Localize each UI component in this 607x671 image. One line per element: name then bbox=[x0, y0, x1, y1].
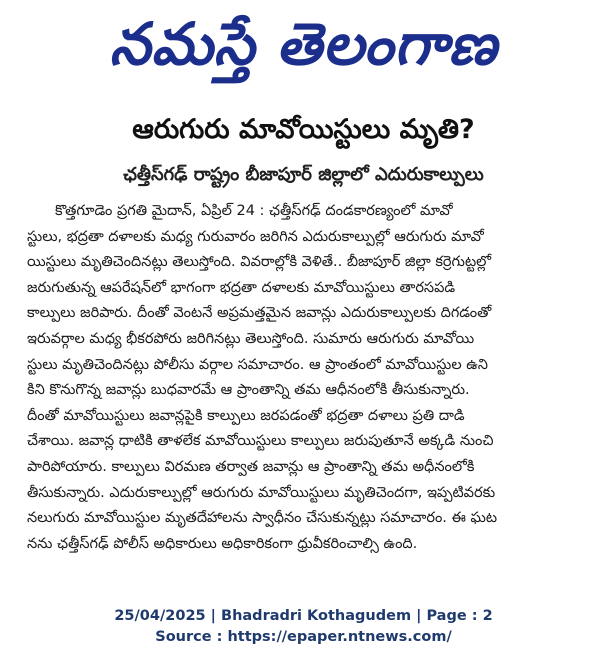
footer-source: Source : https://epaper.ntnews.com/ bbox=[155, 629, 452, 645]
article-line: దీంతో మావోయిస్టులు జవాన్లపైకి కాల్పులు జరపడంతో భద్రతా దళాలు ప్రతి దాడి bbox=[27, 407, 465, 424]
article-line: తీసుకున్నారు. ఎదురుకాల్పుల్లో ఆరుగురు మావోయిస్టులు మృతిచెందగా, ఇప్పటివరకు bbox=[27, 484, 496, 501]
article-line: కిని కొనుగొన్న జవాన్లు బుధవారమే ఆ ప్రాంతాన్ని తమ ఆధీనంలోకి తీసుకున్నారు. bbox=[27, 382, 470, 399]
footer-date-edition: 25/04/2025 | Bhadradri Kothagudem | Page : 2 bbox=[114, 608, 493, 624]
article-subheadline: ఛత్తీస్‌గఢ్ రాష్ట్రం బీజాపూర్ జిల్లాలో ఎదురుకాల్పులు bbox=[123, 164, 484, 185]
article-body bbox=[27, 199, 607, 557]
page-footer bbox=[0, 606, 607, 648]
article-line: స్టులు, భద్రతా దళాలకు మధ్య గురువారం జరిగిన ఎదురుకాల్పుల్లో ఆరుగురు మావో bbox=[27, 228, 484, 245]
masthead-title: నమస్తే తెలంగాణ bbox=[109, 10, 498, 78]
article-line: జరుగుతున్న ఆపరేషన్‌లో భాగంగా భద్రతా దళాలకు మావోయిస్టులు తారసపడి bbox=[27, 279, 456, 296]
article-line: యిస్టులు మృతిచెందినట్లు తెలుస్తోంది. వివరాల్లోకి వెళితే.. బీజాపూర్ జిల్లా కర్రెగుట్టల్లో bbox=[27, 254, 492, 271]
article-line: కొత్తగూడెం ప్రగతి మైదాన్, ఏప్రిల్ 24 : ఛత్తీస్‌గఢ్ దండకారణ్యంలో మావో bbox=[55, 203, 453, 219]
article-line: పారిపోయారు. కాల్పులు విరమణ తర్వాత జవాన్లు ఆ ప్రాంతాన్ని తమ అధీనంలోకి bbox=[27, 458, 475, 475]
article-line: నను ఛత్తీస్‌గఢ్ పోలీస్ అధికారులు అధికారికంగా ధ్రువీకరించాల్సి ఉంది. bbox=[27, 535, 418, 552]
article-line: కాల్పులు జరిపారు. దీంతో వెంటనే అప్రమత్తమైన జవాన్లు ఎదురుకాల్పులకు దిగడంతో bbox=[27, 305, 492, 322]
article-line: ఇరువర్గాల మధ్య భీకరపోరు జరిగినట్లు తెలుస్తోంది. సుమారు ఆరుగురు మావోయి bbox=[27, 330, 475, 347]
article-line: స్టులు మృతిచెందినట్లు పోలీసు వర్గాల సమాచారం. ఆ ప్రాంతంలో మావోయిస్టుల ఉని bbox=[27, 356, 488, 373]
newspaper-masthead bbox=[0, 0, 607, 92]
article-headline: ఆరుగురు మావోయిస్టులు మృతి? bbox=[132, 114, 475, 145]
article-line: చేశాయి. జవాన్ల ధాటికి తాళలేక మావోయిస్టులు కాల్పులు జరుపుతూనే అక్కడి నుంచి bbox=[27, 433, 494, 450]
article-line: నలుగురు మావోయిస్టుల మృతదేహాలను స్వాధీనం చేసుకున్నట్లు సమాచారం. ఈ ఘట bbox=[27, 510, 498, 527]
